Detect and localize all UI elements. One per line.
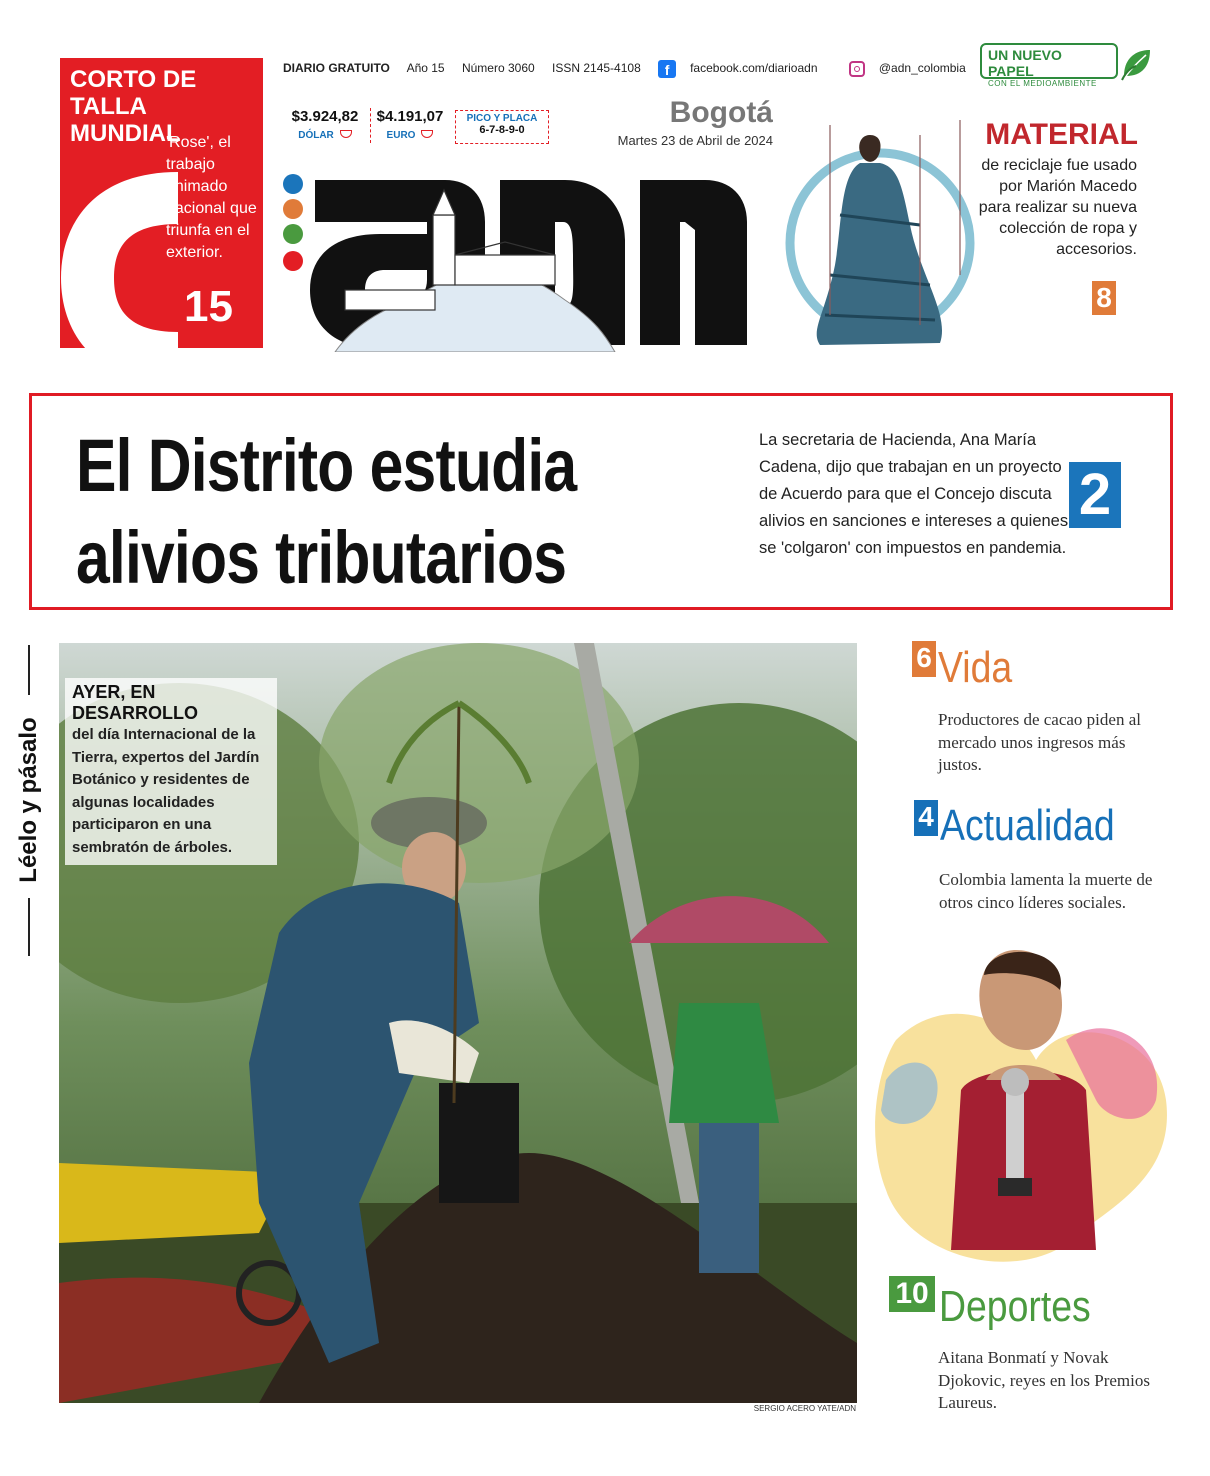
vida-section-title[interactable]: Vida <box>938 643 1013 692</box>
divider <box>28 898 30 956</box>
eco-title: UN NUEVO PAPEL <box>988 47 1062 79</box>
instagram-link[interactable] <box>849 61 980 75</box>
main-headline <box>76 420 617 604</box>
down-arrow-icon <box>421 130 433 138</box>
promo-page-number: 15 <box>184 282 233 331</box>
deportes-section-title[interactable]: Deportes <box>939 1282 1091 1331</box>
headline-line2: alivios tributarios <box>76 516 567 599</box>
down-arrow-icon <box>340 130 352 138</box>
eco-badge <box>980 43 1118 88</box>
actualidad-page-number[interactable]: 4 <box>914 800 938 836</box>
leaf-icon <box>1120 46 1152 82</box>
facebook-link[interactable] <box>658 61 831 78</box>
divider <box>28 645 30 695</box>
fashion-model-image <box>780 115 995 365</box>
promo-text: 'Rose', el trabajo animado nacional que triunfa en el exterior. <box>166 134 257 261</box>
deportes-page-number[interactable]: 10 <box>889 1276 935 1312</box>
vida-page-number[interactable]: 6 <box>912 641 936 677</box>
promo-title-line1: CORTO DE <box>70 66 197 93</box>
side-label: Léelo y pásalo <box>15 717 42 883</box>
actualidad-teaser: Colombia lamenta la muerte de otros cinco líderes sociales. <box>939 870 1153 912</box>
caption-body: del día Internacional de la Tierra, expertos del Jardín Botánico y residentes de algunas localidades participaron en una sembratón de árboles. <box>72 726 260 856</box>
pico-value: 6-7-8-9-0 <box>479 124 525 136</box>
headline-page-number[interactable]: 2 <box>1069 462 1121 528</box>
fashion-page-number[interactable]: 8 <box>1092 281 1116 315</box>
edition-date: Martes 23 de Abril de 2024 <box>617 133 773 148</box>
dolar-value: $3.924,82 <box>291 108 359 125</box>
headline-line1: El Distrito estudia <box>76 424 577 507</box>
diario-label: DIARIO GRATUITO <box>283 61 390 76</box>
brand-dot-green <box>283 224 303 244</box>
euro-value: $4.191,07 <box>376 108 444 125</box>
dolar-label: DÓLAR <box>298 130 334 141</box>
brand-dot-red <box>283 251 303 271</box>
fashion-title: MATERIAL <box>985 118 1138 151</box>
fashion-body: de reciclaje fue usado por Marión Macedo para realizar su nueva colección de ropa y accesorios. <box>978 157 1137 258</box>
athlete-trophy-image <box>866 950 1178 1280</box>
pico-label: PICO Y PLACA <box>466 113 538 124</box>
brand-dot-orange <box>283 199 303 219</box>
eco-subtitle: CON EL MEDIOAMBIENTE <box>988 79 1097 88</box>
masthead-info-line <box>283 60 994 78</box>
city-name: Bogotá <box>669 96 773 129</box>
vida-teaser: Productores de cacao piden al mercado unos ingresos más justos. <box>938 710 1141 774</box>
facebook-icon: f <box>658 60 676 78</box>
facebook-handle: facebook.com/diarioadn <box>690 61 818 76</box>
deportes-teaser: Aitana Bonmatí y Novak Djokovic, reyes en los Premios Laureus. <box>938 1348 1150 1412</box>
actualidad-section-title[interactable]: Actualidad <box>940 801 1115 850</box>
headline-summary: La secretaria de Hacienda, Ana María Cadena, dijo que trabajan en un proyecto de Acuerdo para que el Concejo discuta alivios en sanciones e intereses a quienes se 'colgaron' con impuestos en pandemia. <box>759 431 1069 557</box>
promo-title-line2: TALLA MUNDIAL <box>70 93 181 147</box>
euro-indicator <box>370 108 449 143</box>
caption-title: AYER, EN DESARROLLO <box>72 682 198 723</box>
promo-box[interactable] <box>60 58 263 348</box>
instagram-handle: @adn_colombia <box>878 61 966 76</box>
issn-label: ISSN 2145-4108 <box>552 61 641 76</box>
pico-y-placa <box>455 110 549 144</box>
adn-logo[interactable] <box>305 160 750 352</box>
photo-caption <box>65 678 277 865</box>
euro-label: EURO <box>386 130 416 141</box>
instagram-icon <box>849 61 865 77</box>
photo-credit: SERGIO ACERO YATE/ADN <box>753 1404 856 1413</box>
brand-dot-blue <box>283 174 303 194</box>
dolar-indicator <box>286 108 364 143</box>
issue-number: Número 3060 <box>461 61 535 76</box>
year-label: Año 15 <box>406 61 445 76</box>
